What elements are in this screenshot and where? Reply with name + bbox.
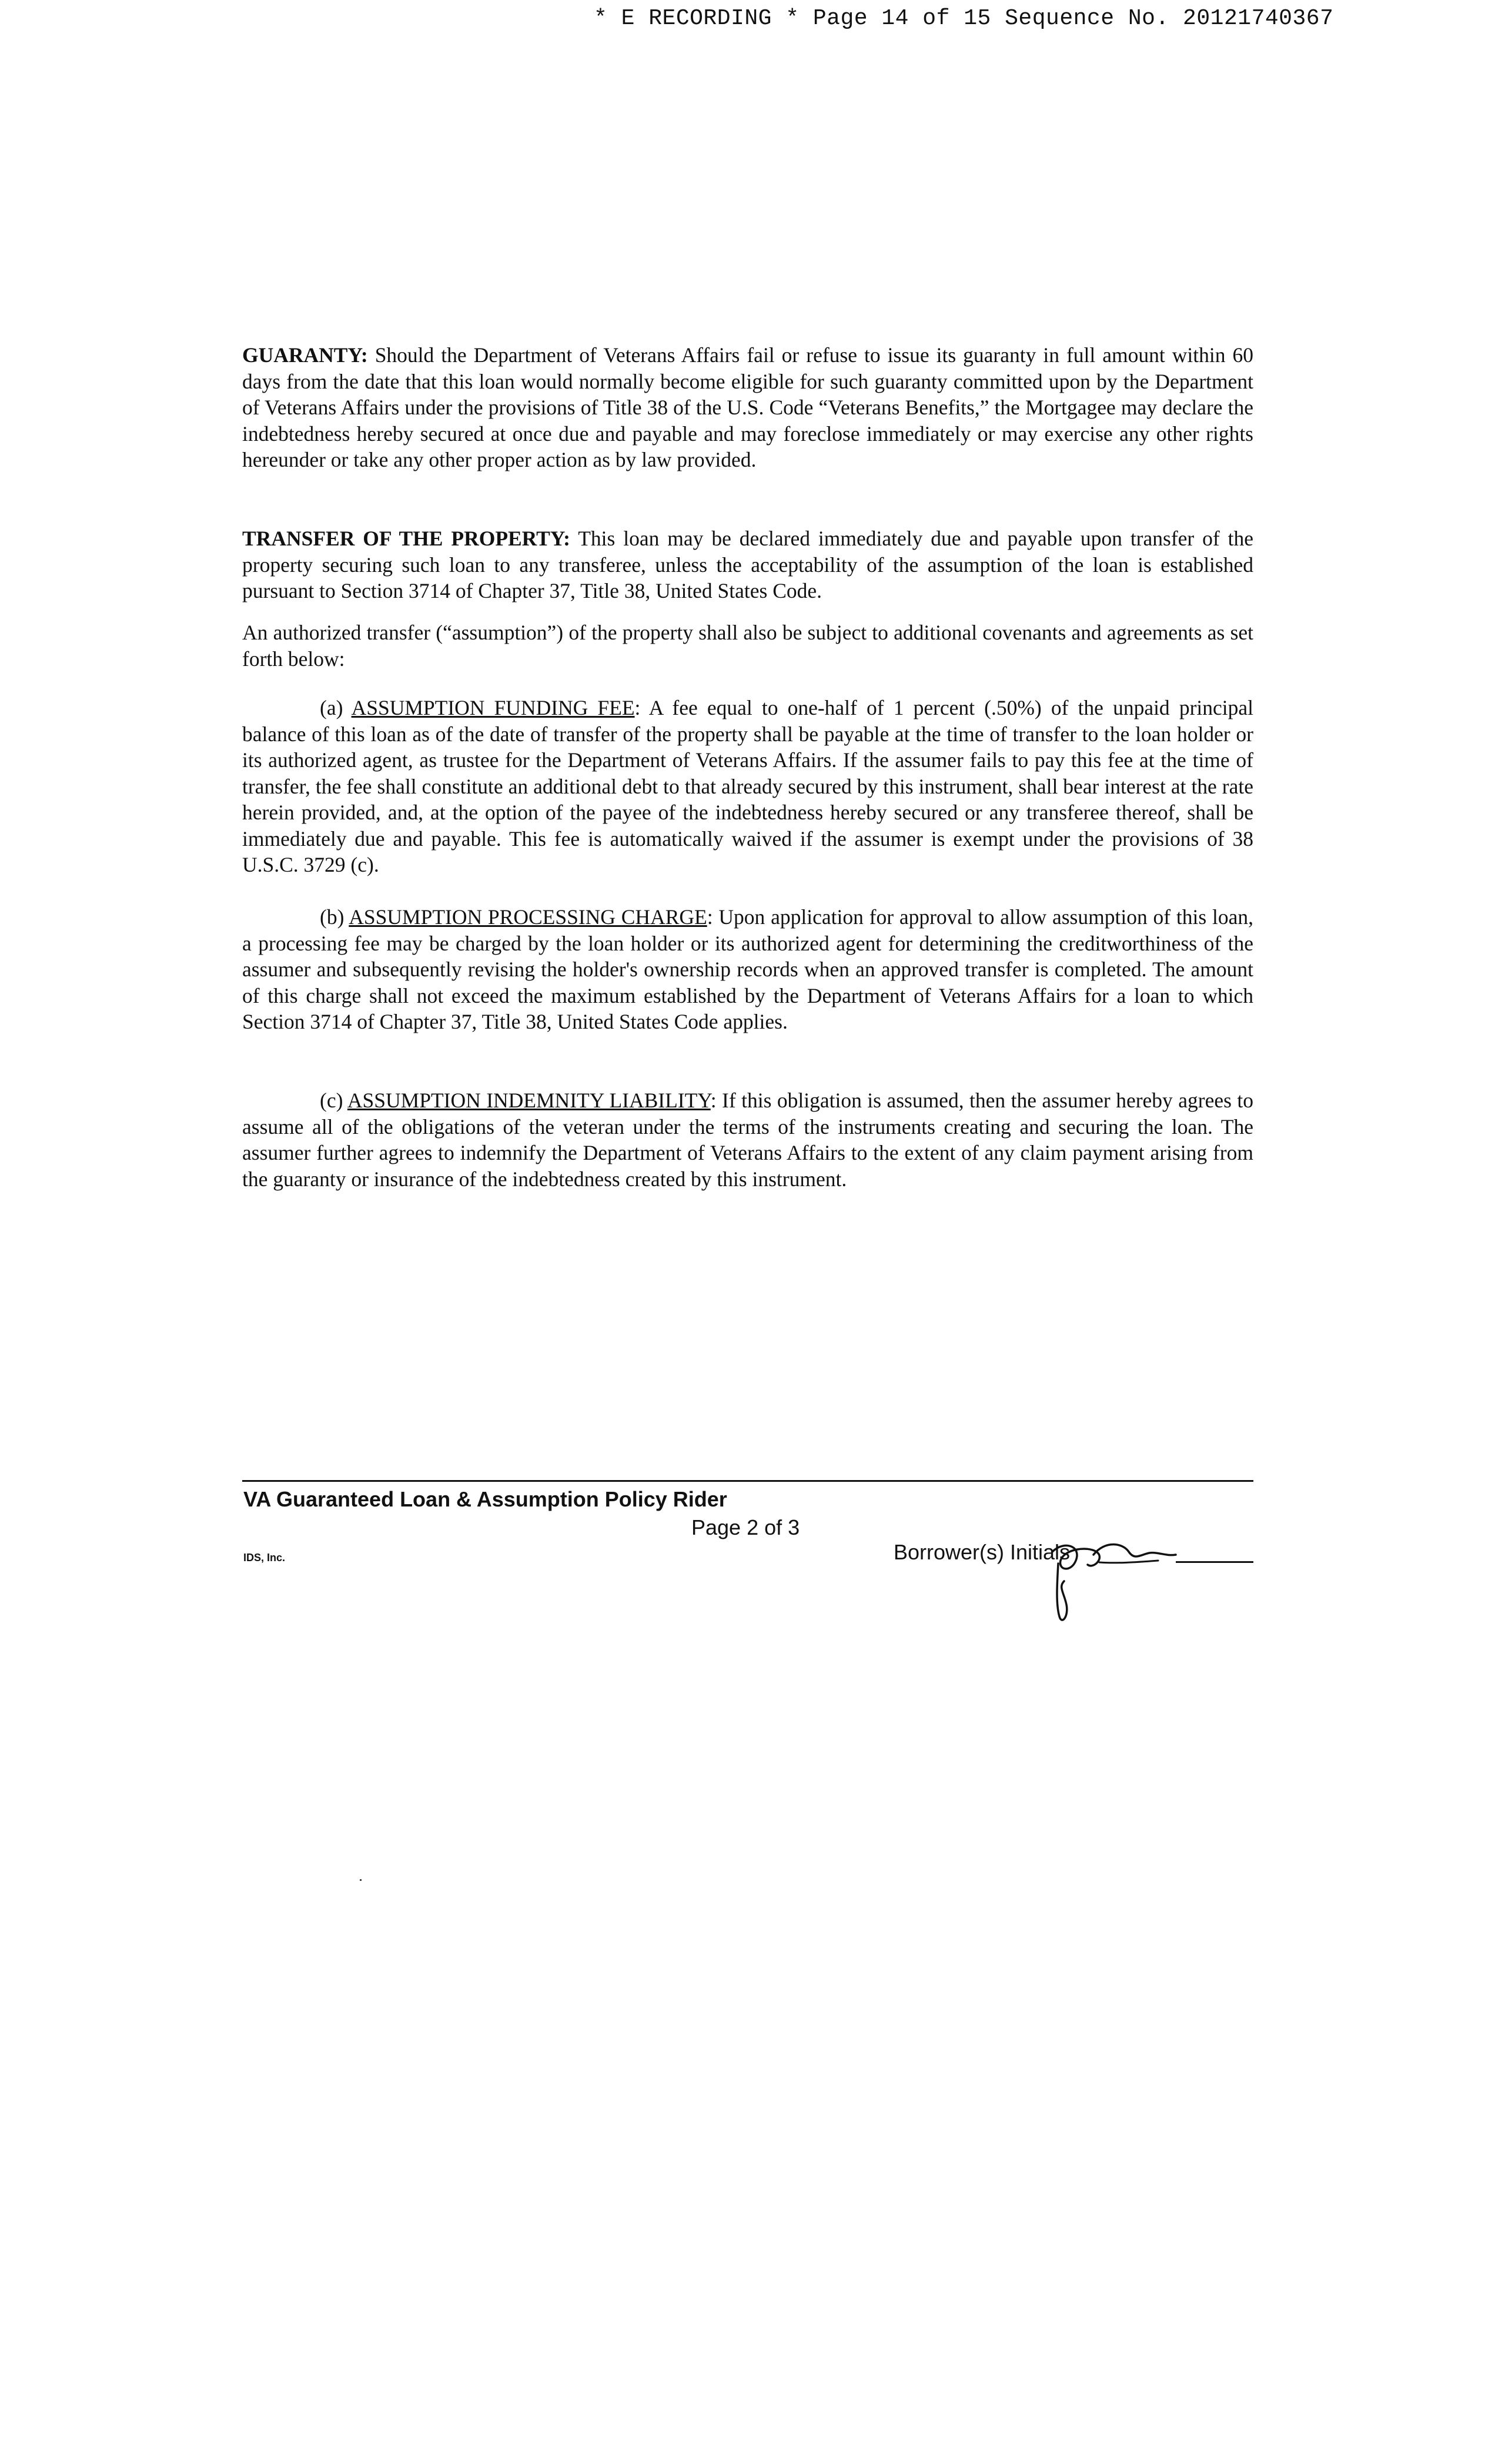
clause-a-title: ASSUMPTION FUNDING FEE [351,696,635,719]
transfer-section [242,525,1253,604]
guaranty-text: Should the Department of Veterans Affairs fail or refuse to issue its guaranty in full amount within 60 days from the date that this loan would normally become eligible for such guaranty committed upon by the Department of Veterans Affairs under the provisions of Title 38 of the U.S. Code “Veterans Benefits,” the Mortgagee may declare the indebtedness hereby secured at once due and payable and may foreclose immediately or may exercise any other rights hereunder or take any other proper action as by law provided. [242,343,1253,471]
clause-a-section [242,695,1253,878]
footer-form-title: VA Guaranteed Loan & Assumption Policy Rider [243,1487,727,1511]
handwritten-initials-signature [1041,1528,1182,1628]
clause-b-paragraph [242,904,1253,1035]
clause-c-paragraph [242,1087,1253,1192]
clause-c-text: : If this obligation is assumed, then the assumer hereby agrees to assume all of the obligations of the veteran under the terms of the instruments creating and securing the loan. The assumer further agrees to indemnify the Department of Veterans Affairs to the extent of any claim payment arising from the guaranty or insurance of the indebtedness created by this instrument. [242,1089,1253,1191]
clause-b-title: ASSUMPTION PROCESSING CHARGE [349,905,707,929]
authorized-transfer-section [242,620,1253,672]
clause-a-paragraph [242,695,1253,878]
footer-page-number: Page 2 of 3 [691,1515,800,1539]
guaranty-heading: GUARANTY: [242,343,368,367]
clause-c-section [242,1087,1253,1192]
transfer-text: This loan may be declared immediately due and payable upon transfer of the property securing such loan to any transferee, unless the acceptability of the assumption of the loan is established pursuant to Section 3714 of Chapter 37, Title 38, United States Code. [242,527,1253,602]
clause-b-text: : Upon application for approval to allow assumption of this loan, a processing fee may be charged by the loan holder or its authorized agent for determining the creditworthiness of the assumer and subsequently revising the holder's ownership records when an approved transfer is completed. The amount of this charge shall not exceed the maximum established by the Department of Veterans Affairs for a loan to which Section 3714 of Chapter 37, Title 38, United States Code applies. [242,905,1254,1033]
guaranty-paragraph [242,342,1253,473]
footer-vendor: IDS, Inc. [243,1552,286,1564]
footer-divider [242,1480,1253,1482]
transfer-paragraph [242,525,1253,604]
initials-line [1176,1561,1253,1563]
clause-b-section [242,904,1253,1035]
clause-a-label: (a) [320,696,352,719]
clause-a-text: : A fee equal to one-half of 1 percent (.50%) of the unpaid principal balance of this loan as of the date of transfer of the property shall be payable at the time of transfer to the loan holder or its authorized agent, as trustee for the Department of Veterans Affairs. If the assumer fails to pay this fee at the time of transfer, the fee shall constitute an additional debt to that already secured by this instrument, shall bear interest at the rate herein provided, and, at the option of the payee of the indebtedness hereby secured or any transferee thereof, shall be immediately due and payable. This fee is automatically waived if the assumer is exempt under the provisions of 38 U.S.C. 3729 (c). [242,696,1253,876]
clause-c-title: ASSUMPTION INDEMNITY LIABILITY [347,1089,711,1112]
recording-header: * E RECORDING * Page 14 of 15 Sequence No. 20121740367 [594,6,1334,31]
transfer-heading: TRANSFER OF THE PROPERTY: [242,527,570,550]
guaranty-section [242,342,1253,473]
authorized-transfer-paragraph: An authorized transfer (“assumption”) of the property shall also be subject to additional covenants and agreements as set forth below: [242,621,1253,671]
clause-b-label: (b) [320,905,349,929]
clause-c-label: (c) [320,1089,347,1112]
borrower-initials-label: Borrower(s) Initials [894,1540,1071,1564]
scan-speck [360,1879,362,1881]
